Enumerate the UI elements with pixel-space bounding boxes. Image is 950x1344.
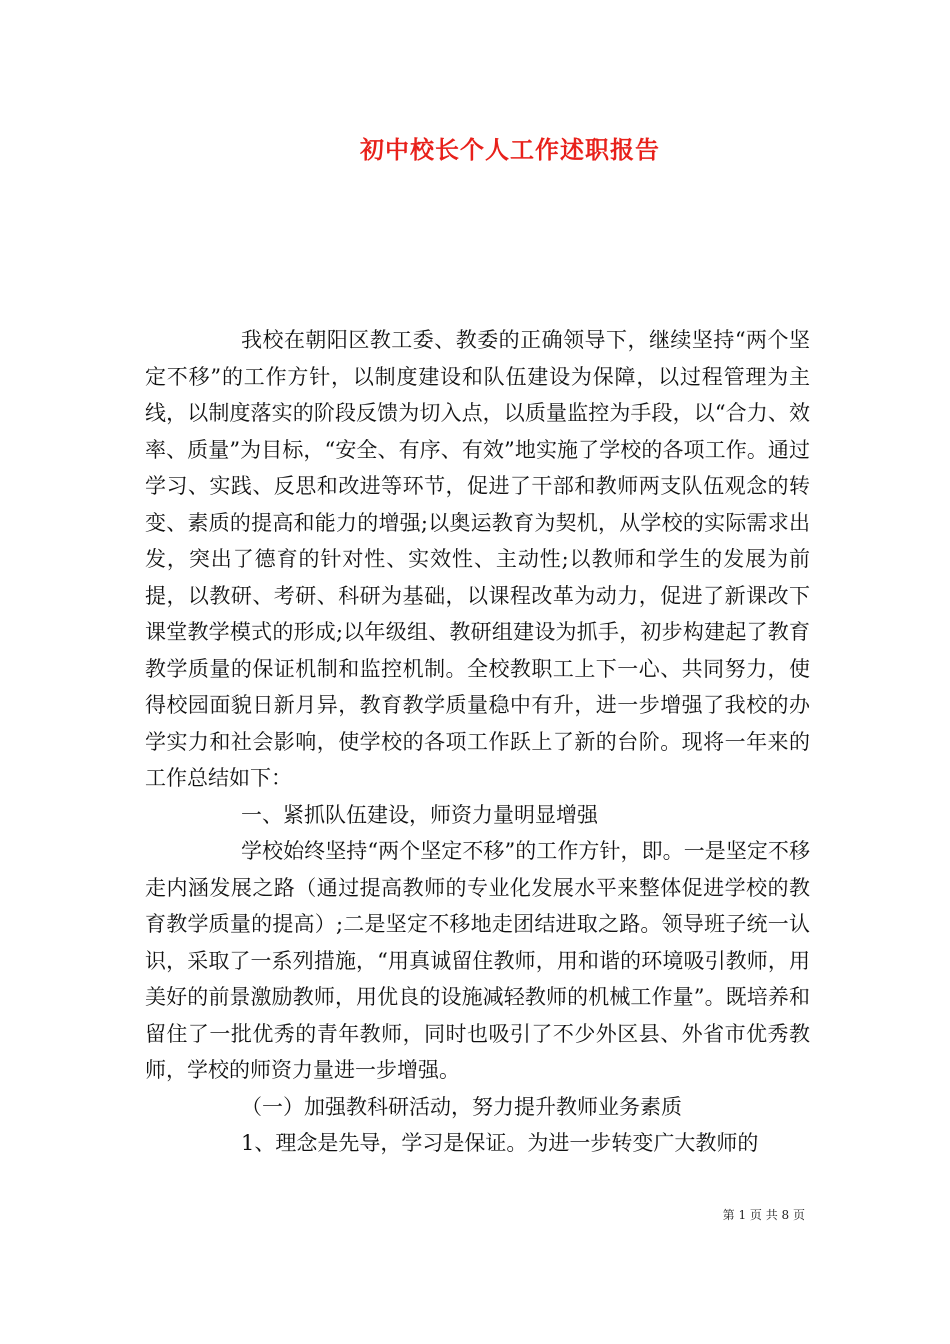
intro-paragraph: 我校在朝阳区教工委、教委的正确领导下，继续坚持“两个坚定不移”的工作方针，以制度建设和队伍建设为保障，以过程管理为主线，以制度落实的阶段反馈为切入点，以质量监控为手段，以“合力、效率、质量”为目标，“安全、有序、有效”地实施了学校的各项工作。通过学习、实践、反思和改进等环节，促进了干部和教师两支队伍观念的转变、素质的提高和能力的增强;以奥运教育为契机，从学校的实际需求出发，突出了德育的针对性、实效性、主动性;以教师和学生的发展为前提，以教研、考研、科研为基础，以课程改革为动力，促进了新课改下课堂教学模式的形成;以年级组、教研组建设为抓手，初步构建起了教育教学质量的保证机制和监控机制。全校教职工上下一心、共同努力，使得校园面貌日新月异，教育教学质量稳中有升，进一步增强了我校的办学实力和社会影响，使学校的各项工作跃上了新的台阶。现将一年来的工作总结如下： [145,328,810,790]
document-title: 初中校长个人工作述职报告 [360,135,660,164]
item-1-paragraph: 1、理念是先导，学习是保证。为进一步转变广大教师的 [241,1131,759,1155]
subsection-heading-1: （一）加强教科研活动，努力提升教师业务素质 [241,1094,682,1119]
page-number: 第 1 页 共 8 页 [722,1208,805,1222]
section-heading-1: 一、紧抓队伍建设，师资力量明显增强 [241,802,598,827]
section-1-paragraph: 学校始终坚持“两个坚定不移”的工作方针，即。一是坚定不移走内涵发展之路（通过提高教师的专业化发展水平来整体促进学校的教育教学质量的提高）;二是坚定不移地走团结进取之路。领导班子统一认识，采取了一系列措施，“用真诚留住教师，用和谐的环境吸引教师，用美好的前景激励教师，用优良的设施减轻教师的机械工作量”。既培养和留住了一批优秀的青年教师，同时也吸引了不少外区县、外省市优秀教师，学校的师资力量进一步增强。 [145,839,810,1082]
document-body [145,322,810,1162]
